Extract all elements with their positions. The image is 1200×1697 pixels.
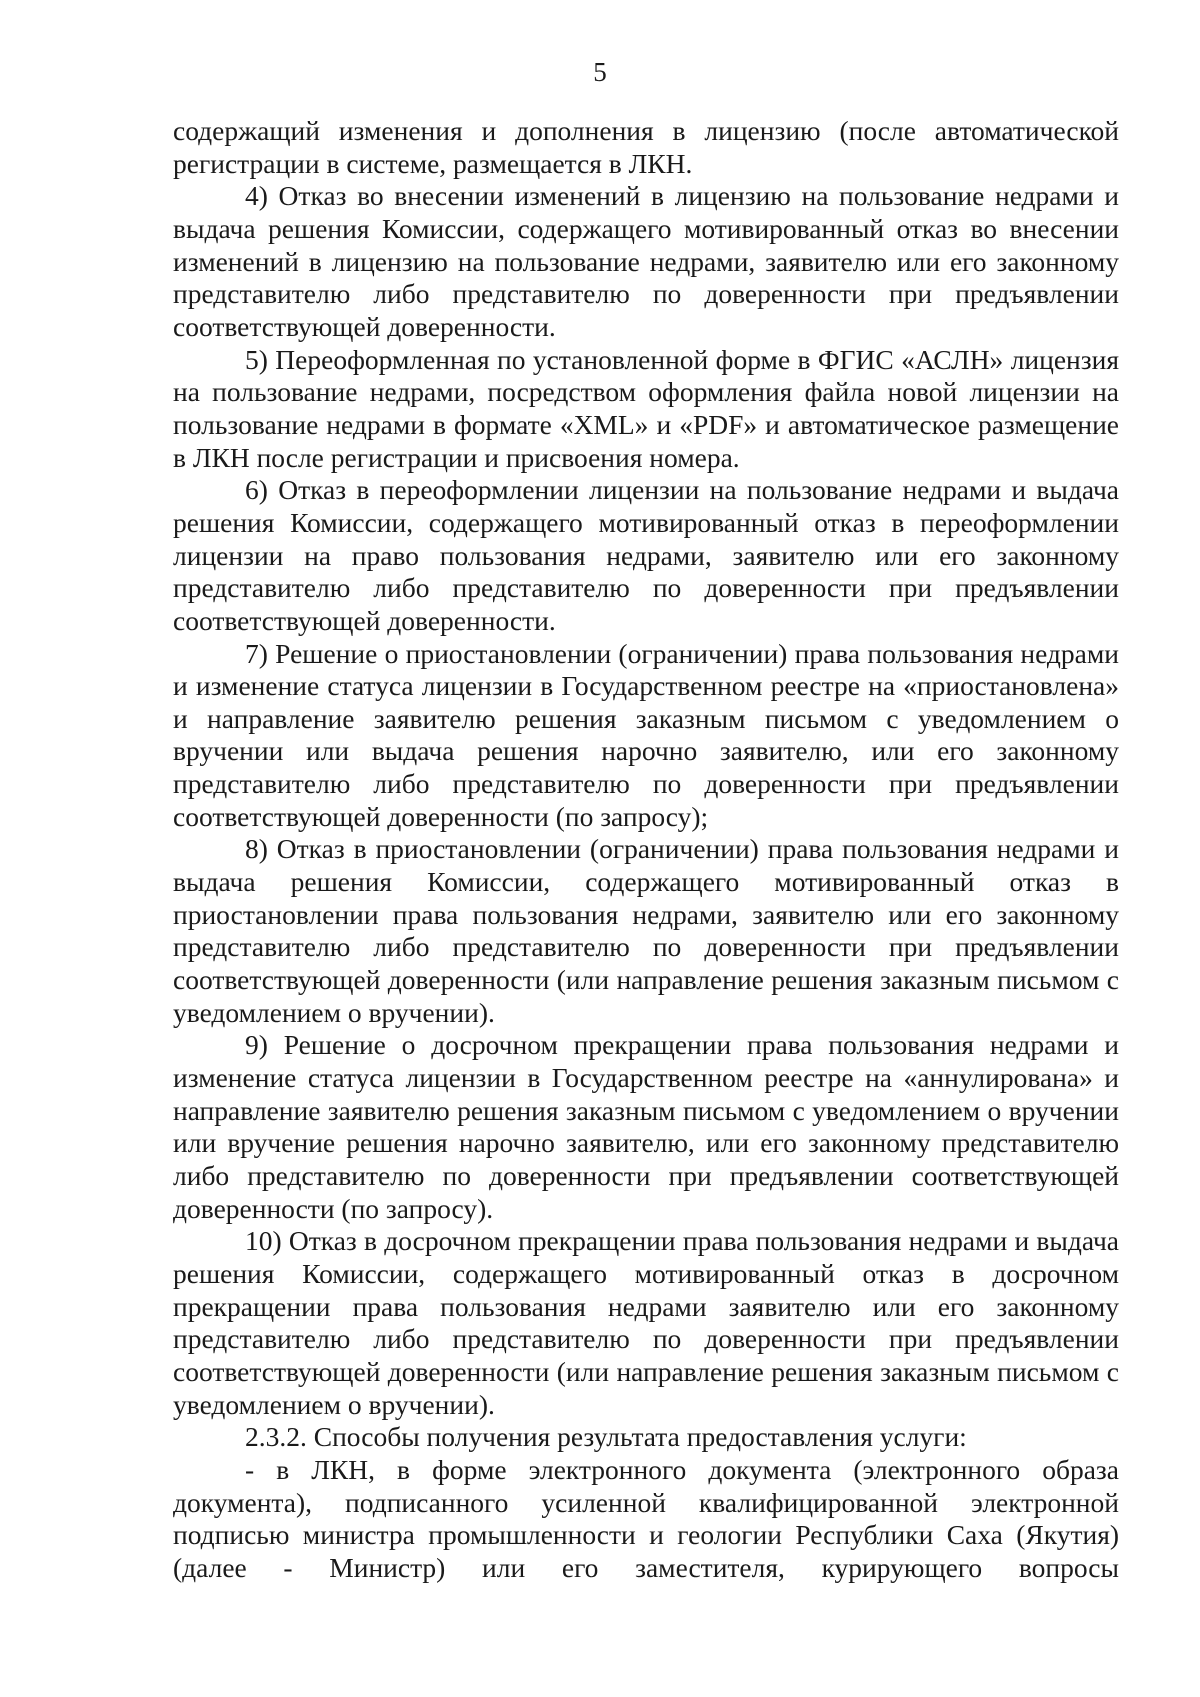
document-body	[173, 115, 1119, 1585]
page-number: 5	[593, 57, 607, 87]
paragraph-item-5: 5) Переоформленная по установленной форме в ФГИС «АСЛН» лицензия на пользование недрами, посредством оформления файла новой лицензии на пользование недрами в формате «XML» и «PDF» и автоматическое размещение в ЛКН после регистрации и присвоения номера.	[173, 343, 1119, 473]
section-heading-2-3-2: 2.3.2. Способы получения результата предоставления услуги:	[245, 1421, 967, 1453]
paragraph-item-10: 10) Отказ в досрочном прекращении права пользования недрами и выдача решения Комиссии, содержащего мотивированный отказ в досрочном прекращении права пользования недрами заявителю или его законному представителю либо представителю по доверенности при предъявлении соответствующей доверенности (или направление решения заказным письмом с уведомлением о вручении).	[173, 1225, 1119, 1420]
paragraph-item-4: 4) Отказ во внесении изменений в лицензию на пользование недрами и выдача решения Комиссии, содержащего мотивированный отказ во внесении изменений в лицензию на пользование недрами, заявителю или его законному представителю либо представителю по доверенности при предъявлении соответствующей доверенности.	[173, 180, 1119, 342]
paragraph-item-9: 9) Решение о досрочном прекращении права пользования недрами и изменение статуса лицензии в Государственном реестре на «аннулирована» и направление заявителю решения заказным письмом с уведомлением о вручении или вручение решения нарочно заявителю, или его законному представителю либо представителю по доверенности при предъявлении соответствующей доверенности (по запросу).	[173, 1029, 1119, 1224]
paragraph-method-lkn: - в ЛКН, в форме электронного документа (электронного образа документа), подписанного усиленной квалифицированной электронной подписью министра промышленности и геологии Республики Саха (Якутия) (далее - Министр) или его заместителя, курирующего вопросы	[173, 1453, 1119, 1583]
paragraph-item-6: 6) Отказ в переоформлении лицензии на пользование недрами и выдача решения Комиссии, содержащего мотивированный отказ в переоформлении лицензии на право пользования недрами, заявителю или его законному представителю либо представителю по доверенности при предъявлении соответствующей доверенности.	[173, 474, 1119, 636]
paragraph-continuation: содержащий изменения и дополнения в лицензию (после автоматической регистрации в системе, размещается в ЛКН.	[173, 115, 1119, 179]
paragraph-item-7: 7) Решение о приостановлении (ограничении) права пользования недрами и изменение статуса лицензии в Государственном реестре на «приостановлена» и направление заявителю решения заказным письмом с уведомлением о вручении или выдача решения нарочно заявителю, или его законному представителю либо представителю по доверенности при предъявлении соответствующей доверенности (по запросу);	[173, 637, 1119, 832]
paragraph-item-8: 8) Отказ в приостановлении (ограничении) права пользования недрами и выдача решения Комиссии, содержащего мотивированный отказ в приостановлении права пользования недрами, заявителю или его законному представителю либо представителю по доверенности при предъявлении соответствующей доверенности (или направление решения заказным письмом с уведомлением о вручении).	[173, 833, 1119, 1028]
